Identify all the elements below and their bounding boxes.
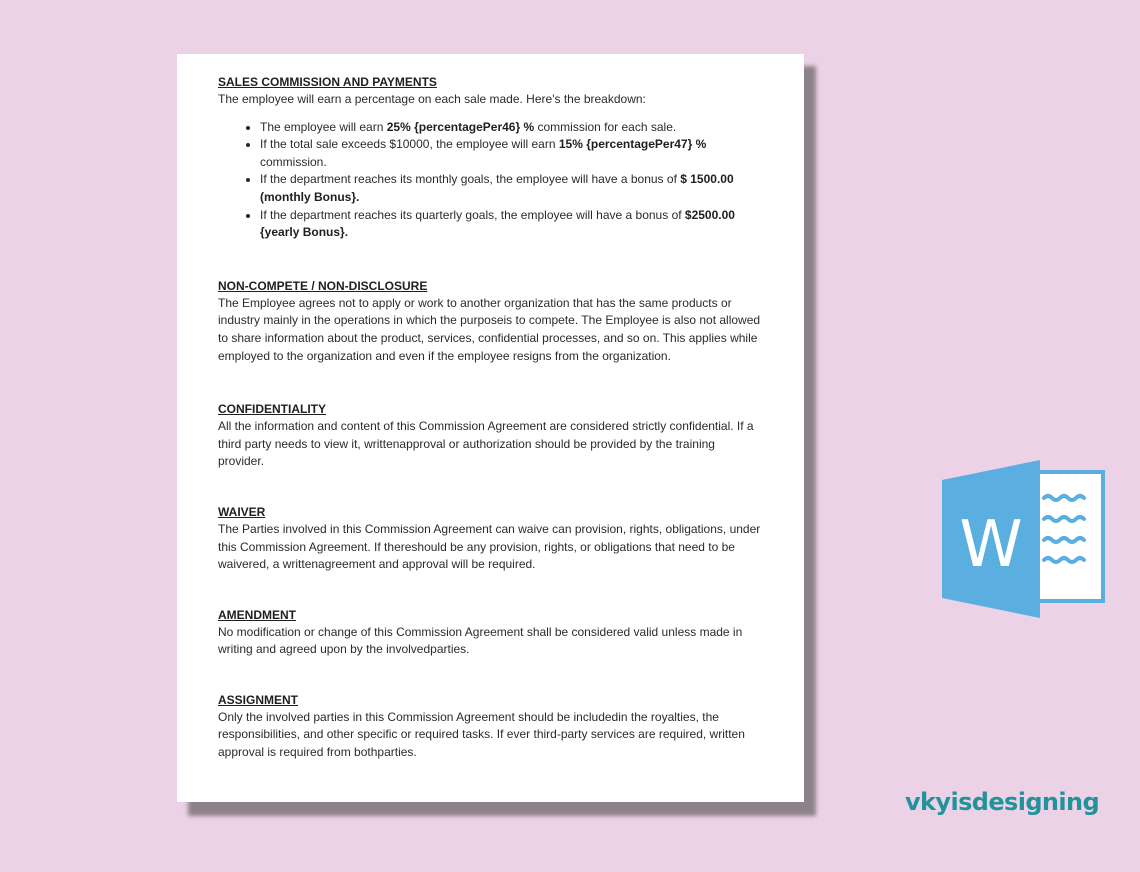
section-amendment	[218, 607, 764, 659]
section-body: All the information and content of this Commission Agreement are considered strictly confidential. If a third party needs to view it, writtenapproval or authorization should be provided by the training provider.	[218, 419, 754, 469]
list-item: • If the department reaches its monthly goals, the employee will have a bonus of $ 1500.00 (monthly Bonus}.	[260, 171, 764, 206]
list-item: • The employee will earn 25% {percentagePer46} % commission for each sale.	[260, 119, 764, 137]
section-heading: NON-COMPETE / NON-DISCLOSURE	[218, 278, 428, 293]
section-intro: The employee will earn a percentage on each sale made. Here's the breakdown:	[218, 92, 646, 106]
section-body: No modification or change of this Commission Agreement shall be considered valid unless made in writing and agreed upon by the involvedparties.	[218, 624, 743, 657]
section-heading: CONFIDENTIALITY	[218, 402, 326, 417]
section-body: The Employee agrees not to apply or work to another organization that has the same products or industry mainly in the operations in which the purposeis to compete. The Employee is also not allowed to share information about the product, services, confidential processes, and so on. This applies while employed to the organization and even if the employee resigns from the organization.	[218, 295, 761, 363]
document-page	[177, 54, 804, 802]
section-waiver	[218, 504, 764, 574]
section-non-compete	[218, 278, 764, 365]
section-heading: WAIVER	[218, 504, 266, 519]
section-body: The Parties involved in this Commission Agreement can waive can provision, rights, obligations, under this Commission Agreement. If thereshould be any provision, rights, or obligations that need to be waivered, a writtenagreement and approval will be required.	[218, 521, 761, 572]
section-heading: ASSIGNMENT	[218, 692, 299, 707]
word-letter: W	[959, 508, 1023, 582]
word-icon	[940, 458, 1108, 620]
section-heading: AMENDMENT	[218, 607, 296, 622]
section-assignment	[218, 692, 764, 762]
section-heading: SALES COMMISSION AND PAYMENTS	[218, 75, 437, 89]
section-body: Only the involved parties in this Commission Agreement should be includedin the royalties, the responsibilities, and other specific or required tasks. If ever third-party services are required, written approval is required from bothparties.	[218, 709, 745, 760]
commission-list	[218, 119, 764, 242]
list-item: • If the department reaches its quarterly goals, the employee will have a bonus of $2500.00 {yearly Bonus}.	[260, 207, 764, 242]
section-sales-commission	[218, 74, 764, 242]
brand-watermark: vkyisdesigning	[905, 788, 1100, 816]
section-confidentiality	[218, 401, 764, 471]
list-item: • If the total sale exceeds $10000, the employee will earn 15% {percentagePer47} % commission.	[260, 136, 764, 171]
